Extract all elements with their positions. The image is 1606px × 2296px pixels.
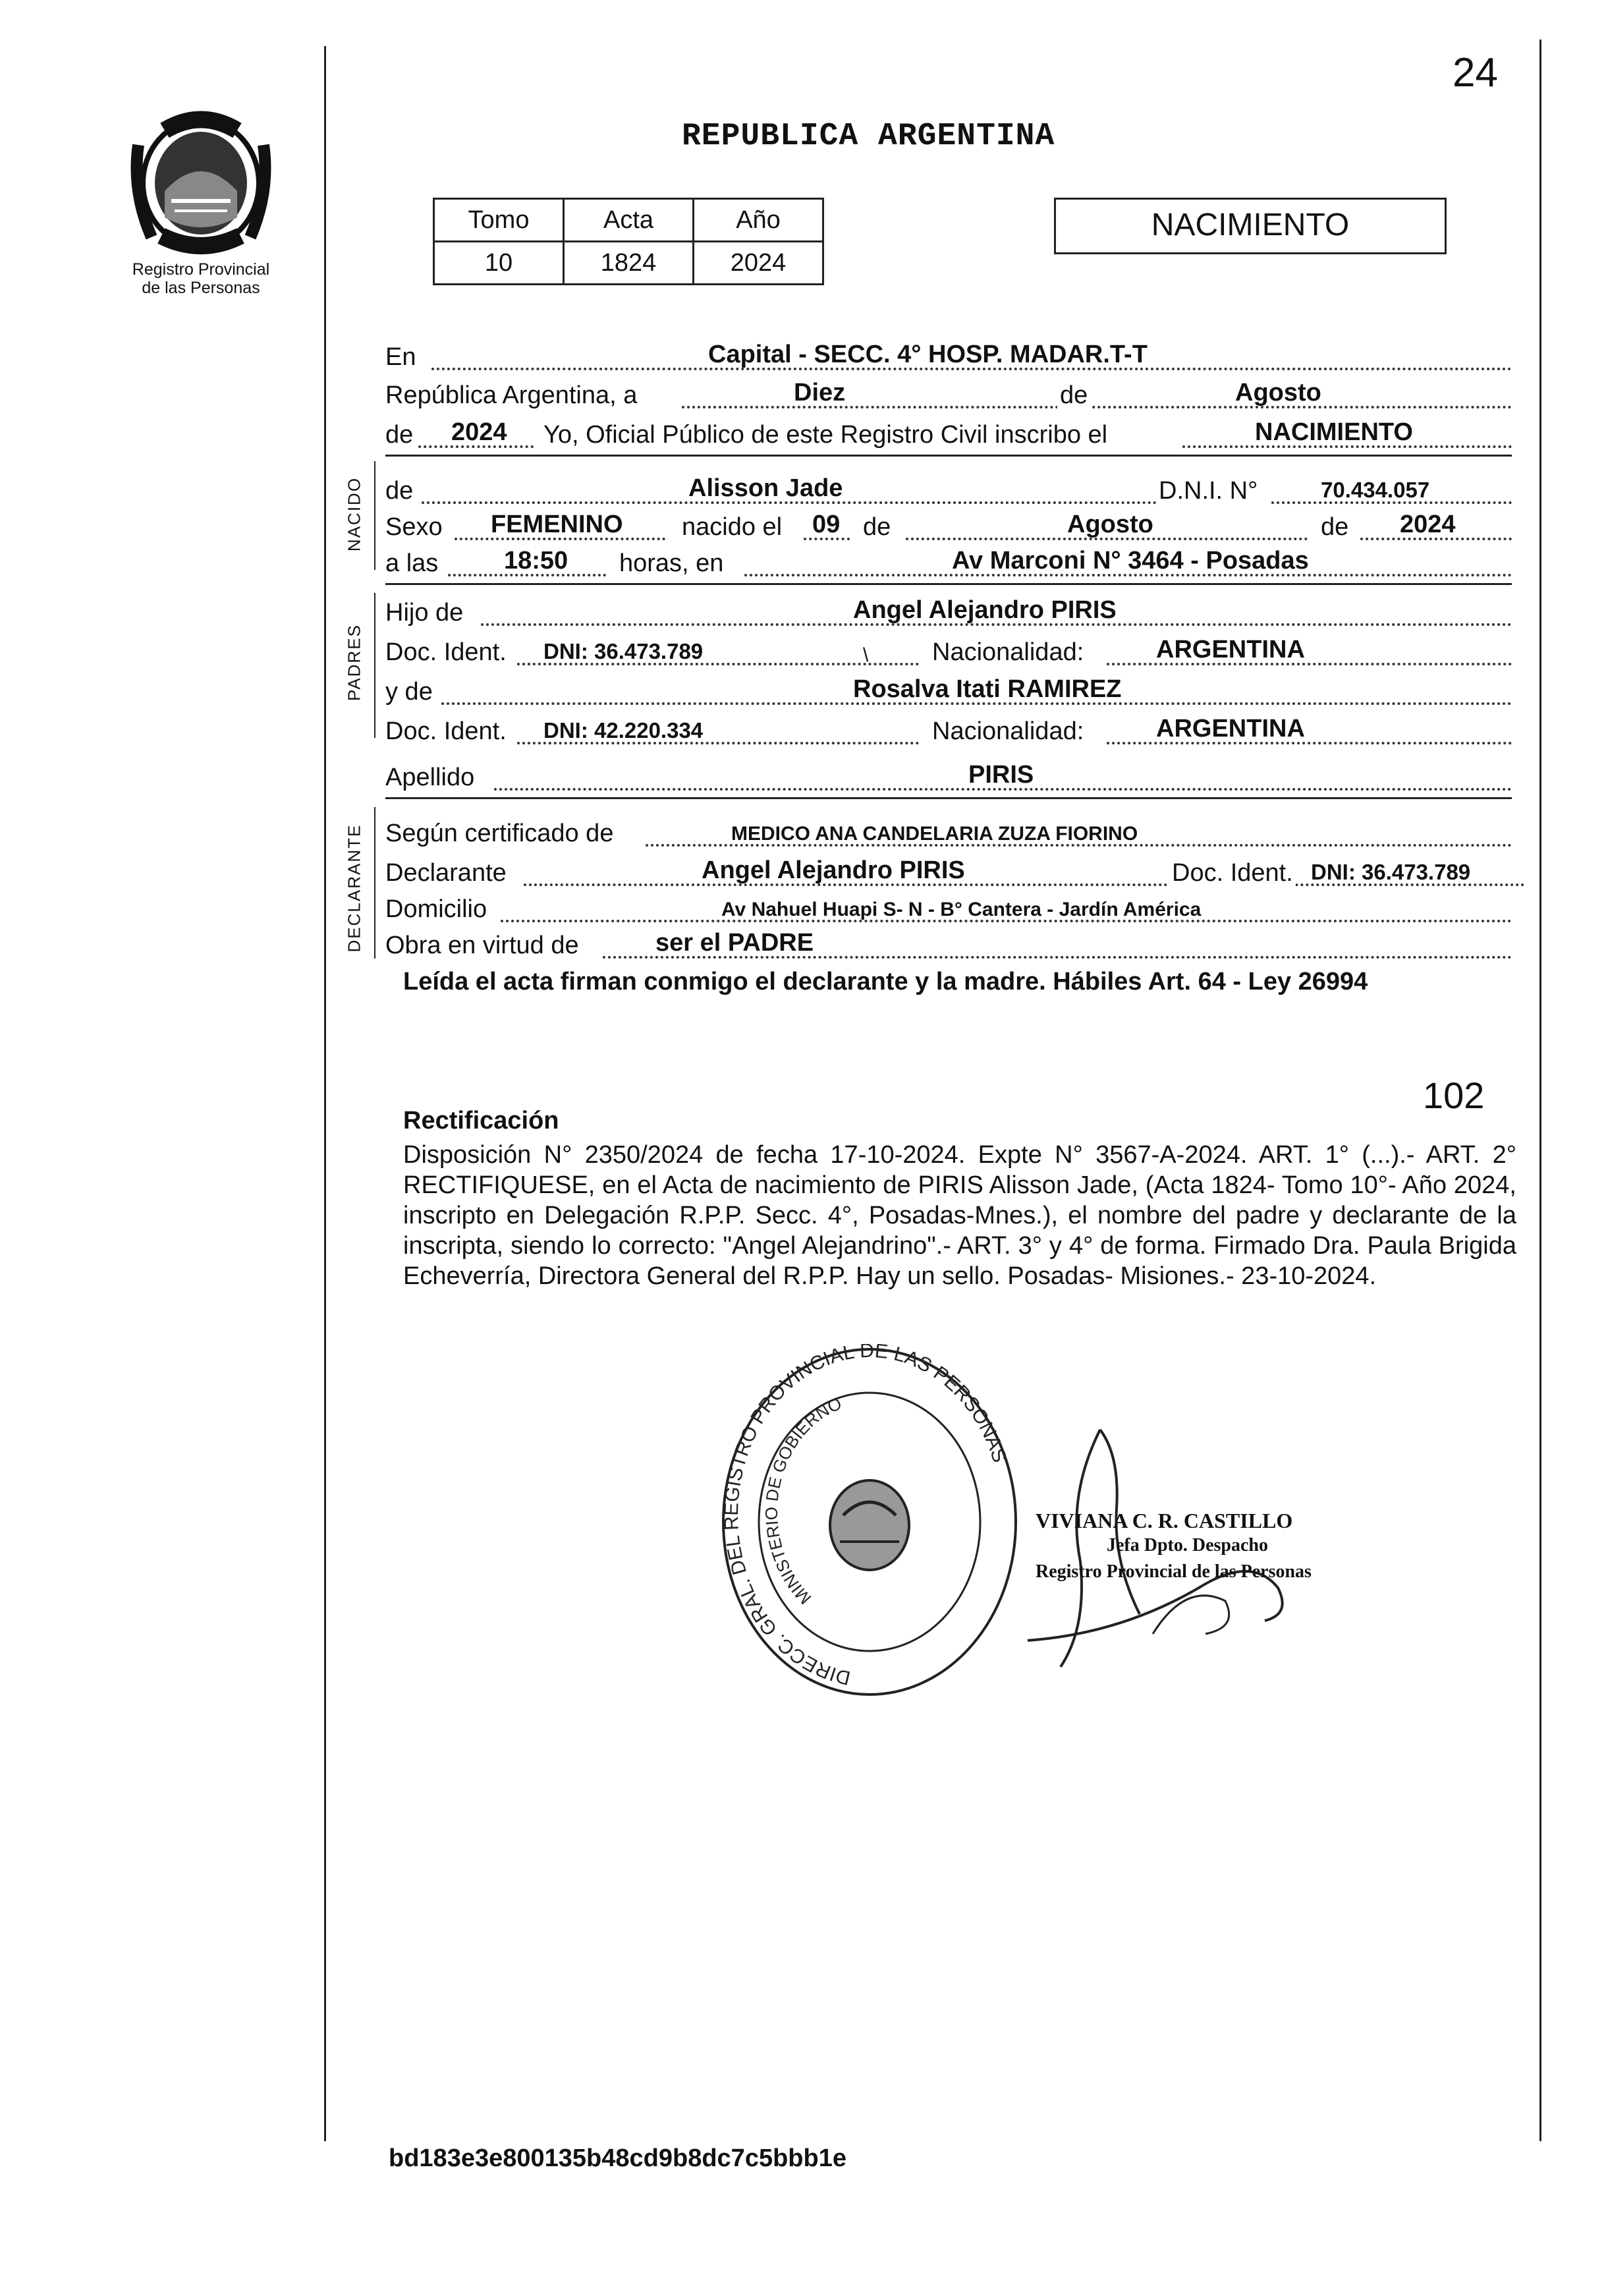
dom-value: Av Nahuel Huapi S- N - B° Cantera - Jardín América	[721, 899, 1202, 920]
signature-office: Registro Provincial de las Personas	[1036, 1561, 1312, 1582]
declarante-bracket	[374, 807, 375, 959]
row-sexo	[385, 507, 1512, 546]
right-margin-line	[1539, 40, 1541, 2141]
mother-nat-label: Nacionalidad:	[932, 717, 1084, 745]
tomo-value: 10	[434, 242, 564, 285]
nacido-de2-label: de	[863, 513, 891, 541]
closing-note: Leída el acta firman conmigo el declarante y la madre. Hábiles Art. 64 - Ley 26994	[403, 968, 1368, 995]
nacido-el-label: nacido el	[682, 513, 783, 541]
en-label: En	[385, 343, 416, 371]
anio-value: 2024	[694, 242, 823, 285]
province-emblem	[125, 105, 277, 257]
year-prefix-label: de	[385, 421, 414, 449]
stamp-outer-text: DIRECC. GRAL. DEL REGISTRO PROVINCIAL DE LAS PERSONAS	[720, 1344, 1011, 1689]
anio-header: Año	[694, 199, 823, 242]
apellido-label: Apellido	[385, 764, 475, 791]
dni-label: D.N.I. N°	[1156, 477, 1260, 505]
father-nat-label: Nacionalidad:	[932, 638, 1084, 666]
signature-name: VIVIANA C. R. CASTILLO	[1036, 1509, 1293, 1532]
rule-after-nacido	[385, 583, 1512, 585]
rectification-body: Disposición N° 2350/2024 de fecha 17-10-2024. Expte N° 3567-A-2024. ART. 1° (...).- ART. 2° RECTIFIQUESE, en el Acta de nacimiento de PIRIS Alisson Jade, (Acta 1824- Tomo 10°- Año 2024, inscripto en Delegación R.P.P. Secc. 4°, Posadas-Mnes.), el nombre del padre y declarante de la inscripta, siendo lo correcto: "Angel Alejandrino".- ART. 3° y 4° de forma. Firmado Dra. Paula Brigida Echeverría, Directora General del R.P.P. Hay un sello. Posadas- Misiones.- 23-10-2024.	[403, 1141, 1516, 1290]
nacido-de-label: de	[385, 477, 414, 505]
book-value-row	[434, 242, 823, 285]
padres-bracket	[374, 593, 375, 738]
row-republica	[385, 376, 1512, 414]
cert-label: Según certificado de	[385, 820, 614, 847]
decl-label: Declarante	[385, 859, 507, 887]
birth-place: Av Marconi N° 3464 - Posadas	[952, 547, 1309, 574]
acta-value: 1824	[564, 242, 694, 285]
mother-nat: ARGENTINA	[1156, 715, 1305, 742]
father-mark: \	[863, 644, 869, 666]
birth-day: 09	[812, 511, 841, 538]
father-doc: DNI: 36.473.789	[543, 639, 704, 663]
row-mother-doc	[385, 712, 1512, 750]
row-obra	[385, 926, 1512, 964]
official-stamp	[718, 1344, 1021, 1700]
obra-label: Obra en virtud de	[385, 932, 579, 959]
birth-month: Agosto	[1067, 511, 1153, 538]
acta-header: Acta	[564, 199, 694, 242]
row-hora	[385, 544, 1512, 582]
horas-label: horas, en	[619, 549, 724, 577]
row-year	[385, 415, 1512, 453]
logo-caption-line1: Registro Provincial	[132, 260, 270, 279]
father-doc-label: Doc. Ident.	[385, 638, 507, 666]
month-value: Agosto	[1235, 379, 1321, 406]
row-nacido-name	[385, 471, 1512, 509]
mother-doc: DNI: 42.220.334	[543, 718, 704, 742]
page-number: 24	[1453, 50, 1498, 96]
day-value: Diez	[794, 379, 846, 406]
birth-year: 2024	[1400, 511, 1456, 538]
birth-time: 18:50	[504, 547, 568, 574]
book-reference-table	[433, 198, 824, 285]
registry-value: NACIMIENTO	[1255, 418, 1413, 446]
nacido-bracket	[374, 461, 375, 570]
apellido-value: PIRIS	[968, 761, 1034, 789]
row-domicilio	[385, 889, 1512, 928]
mother-doc-label: Doc. Ident.	[385, 717, 507, 745]
row-yde	[385, 672, 1512, 710]
row-apellido	[385, 758, 1512, 796]
mother-name: Rosalva Itati RAMIREZ	[853, 675, 1122, 703]
hijo-label: Hijo de	[385, 599, 464, 627]
document-hash: bd183e3e800135b48cd9b8dc7c5bbb1e	[389, 2144, 846, 2172]
a-las-label: a las	[385, 549, 439, 577]
declarante-side-label: DECLARANTE	[344, 824, 364, 953]
rule-after-apellido	[385, 797, 1512, 799]
rule-after-place	[385, 455, 1512, 457]
stamp-inner-text: MINISTERIO DE GOBIERNO	[761, 1393, 845, 1609]
row-en	[385, 337, 1512, 376]
nacido-name: Alisson Jade	[688, 474, 843, 502]
page-title: REPUBLICA ARGENTINA	[682, 119, 1055, 154]
row-hijo	[385, 593, 1512, 631]
tomo-header: Tomo	[434, 199, 564, 242]
year-value: 2024	[451, 418, 507, 446]
de-label: de	[1057, 381, 1090, 410]
row-certificado	[385, 814, 1512, 852]
logo-caption	[105, 260, 296, 297]
record-type-box: NACIMIENTO	[1054, 198, 1447, 254]
obra-value: ser el PADRE	[655, 929, 814, 957]
logo-caption-line2: de las Personas	[142, 279, 260, 297]
book-header-row	[434, 199, 823, 242]
decl-doc: DNI: 36.473.789	[1311, 860, 1471, 884]
decl-doc-label: Doc. Ident.	[1169, 859, 1296, 887]
sexo-value: FEMENINO	[491, 511, 623, 538]
rectification-number: 102	[1423, 1075, 1485, 1116]
rectification-title: Rectificación	[403, 1107, 559, 1134]
signature-role: Jefa Dpto. Despacho	[1107, 1535, 1268, 1555]
padres-side-label: PADRES	[344, 624, 364, 701]
sexo-label: Sexo	[385, 513, 443, 541]
registry-text: Yo, Oficial Público de este Registro Civil inscribo el	[543, 421, 1108, 449]
en-value: Capital - SECC. 4° HOSP. MADAR.T-T	[708, 341, 1148, 368]
nacido-side-label: NACIDO	[344, 476, 364, 552]
left-margin-line	[324, 46, 326, 2141]
decl-name: Angel Alejandro PIRIS	[702, 856, 965, 884]
row-father-doc	[385, 632, 1512, 671]
nacido-de3-label: de	[1321, 513, 1349, 541]
cert-value: MEDICO ANA CANDELARIA ZUZA FIORINO	[731, 823, 1138, 845]
father-name: Angel Alejandro PIRIS	[853, 596, 1117, 624]
row-declarante	[385, 853, 1512, 891]
yde-label: y de	[385, 678, 433, 706]
republica-label: República Argentina, a	[385, 381, 638, 409]
dom-label: Domicilio	[385, 895, 487, 923]
father-nat: ARGENTINA	[1156, 636, 1305, 663]
nacido-dni: 70.434.057	[1321, 478, 1430, 502]
